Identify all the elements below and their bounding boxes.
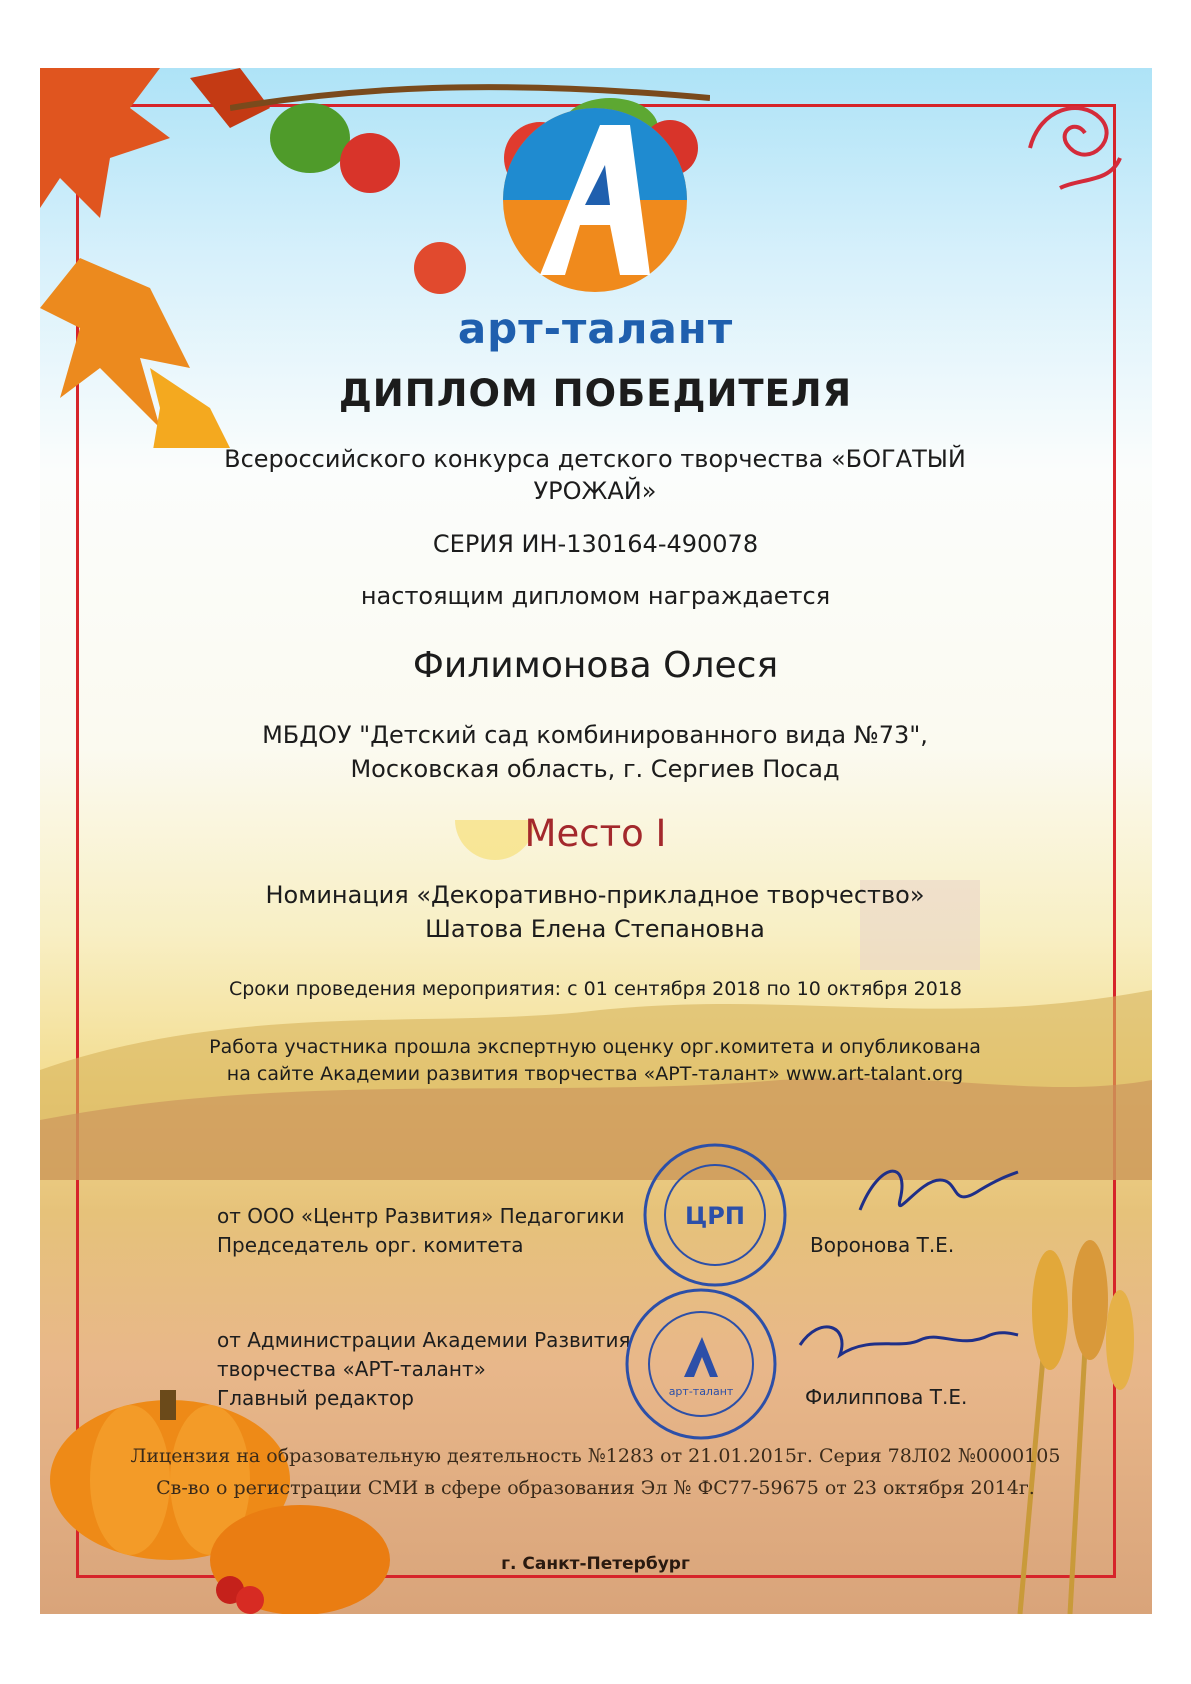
signatory-2-role: Главный редактор [217,1386,414,1410]
review-note [205,1034,985,1088]
logo-text: арт-талант [457,304,734,353]
signature-voronova [850,1150,1020,1230]
stamp-art-talant [622,1285,780,1443]
signatory-1-role: Председатель орг. комитета [217,1233,524,1257]
nomination-line: Номинация «Декоративно-прикладное творчество» [265,881,925,909]
signature-filippova [790,1305,1020,1375]
recipient-name: Филимонова Олеся [412,645,779,686]
signatory-1-org-line: от ООО «Центр Развития» Педагогики [217,1204,625,1228]
organization [240,718,950,786]
signatory-2-org-line: от Администрации Академии Развития [217,1328,631,1352]
review-line-2: на сайте Академии развития творчества «АРТ-талант» www.art-talant.org [226,1063,964,1085]
organization-line-2: Московская область, г. Сергиев Посад [350,755,840,783]
signatory-2-org-line-2: творчества «АРТ-талант» [217,1357,486,1381]
event-dates: Сроки проведения мероприятия: с 01 сентября 2018 по 10 октября 2018 [228,978,963,1000]
organization-line-1: МБДОУ "Детский сад комбинированного вида №73", [262,721,928,749]
place-award: Место I [524,812,667,855]
contest-name: Всероссийского конкурса детского творчества «БОГАТЫЙ УРОЖАЙ» [224,445,966,505]
stamp-1-text: ЦРП [685,1202,745,1230]
farm-landscape [40,820,1152,1180]
ornament-top-right [1020,88,1130,198]
art-talant-logo-icon [500,95,690,305]
stamp-crp [640,1140,790,1290]
signatory-1-org [217,1202,624,1260]
series-number: СЕРИЯ ИН-130164-490078 [432,530,759,558]
city: г. Санкт-Петербург [501,1554,690,1574]
license-line-1: Лицензия на образовательную деятельность №1283 от 21.01.2015г. Серия 78Л02 №0000105 [130,1445,1061,1467]
awarded-line: настоящим дипломом награждается [360,582,831,610]
stamp-2-text: арт-талант [668,1385,734,1398]
supervisor-name: Шатова Елена Степановна [425,915,765,943]
signatory-2-org [217,1326,631,1413]
diploma-title: ДИПЛОМ ПОБЕДИТЕЛЯ [338,372,853,415]
signatory-1-name: Воронова Т.Е. [810,1233,955,1257]
review-line-1: Работа участника прошла экспертную оценку орг.комитета и опубликована [209,1036,981,1058]
signatory-2-name: Филиппова Т.Е. [805,1385,968,1409]
nomination [210,878,980,946]
license-line-2: Св-во о регистрации СМИ в сфере образования Эл № ФС77-59675 от 23 октября 2014г. [156,1477,1035,1499]
license-info [0,1440,1191,1504]
